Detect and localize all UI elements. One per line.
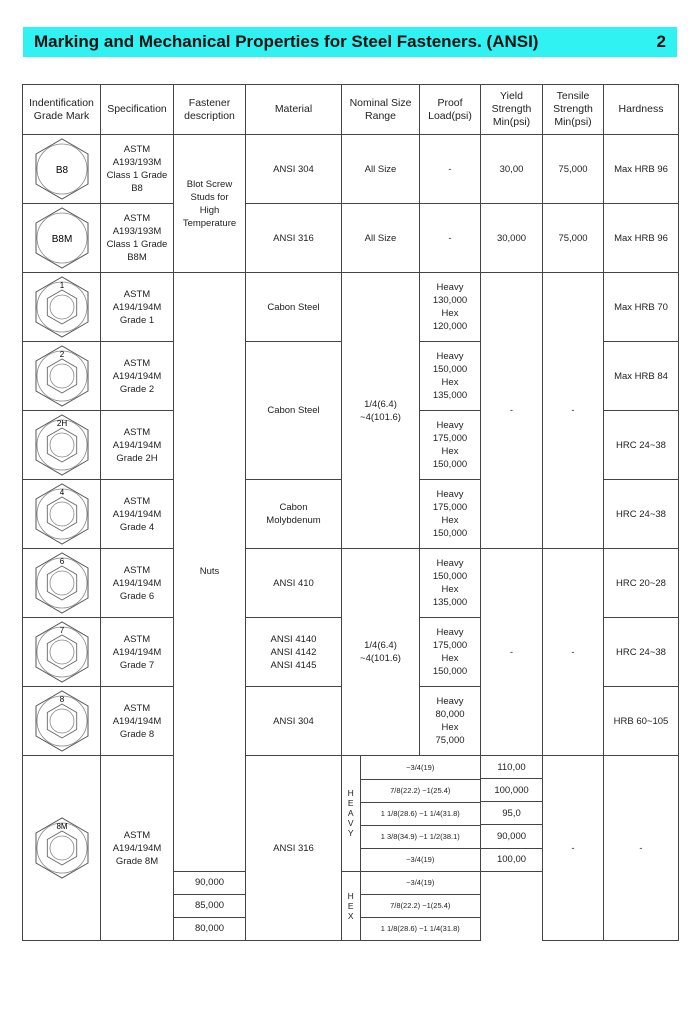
yield-cell: - — [481, 273, 543, 549]
hardness-cell: HRC 24~38 — [604, 411, 679, 480]
grade-mark-label: 8M — [55, 822, 68, 831]
material-cell: ANSI 4140 ANSI 4142 ANSI 4145 — [246, 618, 342, 687]
material-cell: Cabon Steel — [246, 273, 342, 342]
proof-load-cell: Heavy 130,000 Hex 120,000 — [420, 273, 481, 342]
size-cell: 7/8(22.2) ~1(25.4) — [360, 894, 480, 917]
col-header: Nominal Size Range — [342, 85, 420, 135]
bore-circle — [50, 433, 74, 457]
grade-8m-size-block — [342, 756, 481, 941]
grade-mark-cell — [23, 756, 101, 941]
heavy-label — [342, 756, 360, 871]
grade-mark-label: 2H — [56, 419, 67, 428]
heavy-label-text: HEAVY — [347, 788, 354, 839]
hex-nut-icon — [29, 550, 95, 616]
hardness-cell: HRC 24~38 — [604, 618, 679, 687]
hex-label — [342, 871, 360, 940]
hardness-cell: Max HRB 96 — [604, 204, 679, 273]
specification-cell: ASTM A194/194M Grade 2H — [101, 411, 174, 480]
size-range-cell: 1/4(6.4) ~4(101.6) — [342, 549, 420, 756]
col-header: Material — [246, 85, 342, 135]
proof-load-cell: Heavy 175,000 Hex 150,000 — [420, 411, 481, 480]
col-header: Yield Strength Min(psi) — [481, 85, 543, 135]
col-header: Specification — [101, 85, 174, 135]
specification-cell: ASTM A194/194M Grade 6 — [101, 549, 174, 618]
bore-circle — [50, 502, 74, 526]
grade-mark-cell — [23, 342, 101, 411]
col-header: Proof Load(psi) — [420, 85, 481, 135]
grade-mark-cell — [23, 204, 101, 273]
proof-load-cell: - — [420, 204, 481, 273]
header-row — [23, 85, 679, 135]
yield-cell: - — [481, 549, 543, 756]
hex-nut-icon — [29, 274, 95, 340]
proof-load-cell: 80,000 — [174, 917, 246, 940]
hex-nut-icon — [29, 481, 95, 547]
hardness-cell: HRC 20~28 — [604, 549, 679, 618]
proof-load-cell: 100,000 — [481, 779, 543, 802]
grade-mark-label: 1 — [59, 281, 64, 290]
size-cell: 1 1/8(28.6) ~1 1/4(31.8) — [360, 917, 480, 940]
specification-cell: ASTM A194/194M Grade 8 — [101, 687, 174, 756]
hardness-cell: HRB 60~105 — [604, 687, 679, 756]
material-cell: ANSI 304 — [246, 135, 342, 204]
bore-circle — [50, 709, 74, 733]
table-row — [23, 135, 679, 204]
specification-cell: ASTM A194/194M Grade 1 — [101, 273, 174, 342]
col-header: Hardness — [604, 85, 679, 135]
grade-mark-label: 6 — [59, 557, 64, 566]
page-title: Marking and Mechanical Properties for Steel Fasteners. (ANSI) — [34, 32, 539, 51]
specification-cell: ASTM A194/194M Grade 2 — [101, 342, 174, 411]
hardness-cell: Max HRB 70 — [604, 273, 679, 342]
table-row — [23, 273, 679, 342]
yield-cell: - — [543, 756, 604, 941]
size-cell: 1 1/8(28.6) ~1 1/4(31.8) — [360, 802, 480, 825]
size-cell: 7/8(22.2) ~1(25.4) — [360, 779, 480, 802]
grade-mark-cell — [23, 687, 101, 756]
proof-load-cell: 90,000 — [174, 871, 246, 894]
specification-cell: ASTM A194/194M Grade 4 — [101, 480, 174, 549]
material-cell: ANSI 316 — [246, 204, 342, 273]
tensile-cell: - — [543, 549, 604, 756]
proof-load-cell: - — [420, 135, 481, 204]
grade-mark-cell — [23, 549, 101, 618]
size-cell: All Size — [342, 135, 420, 204]
grade-mark-label: 2 — [59, 350, 64, 359]
grade-mark-label: 7 — [59, 626, 64, 635]
grade-mark-cell — [23, 411, 101, 480]
yield-cell: 30,00 — [481, 135, 543, 204]
hardness-cell: Max HRB 96 — [604, 135, 679, 204]
page-number: 2 — [656, 32, 666, 51]
grade-mark-cell — [23, 480, 101, 549]
material-cell: ANSI 410 — [246, 549, 342, 618]
hex-nut-icon — [29, 619, 95, 685]
title-banner — [23, 27, 677, 57]
bore-circle — [50, 295, 74, 319]
grade-mark-label: 4 — [59, 488, 64, 497]
col-header: Fastener description — [174, 85, 246, 135]
proof-load-cell: 85,000 — [174, 894, 246, 917]
table-row — [23, 204, 679, 273]
hex-nut-icon — [29, 815, 95, 881]
size-cell: 1 3/8(34.9) ~1 1/2(38.1) — [360, 825, 480, 848]
grade-mark-cell — [23, 135, 101, 204]
proof-load-cell: Heavy 150,000 Hex 135,000 — [420, 342, 481, 411]
specification-cell: ASTM A194/194M Grade 7 — [101, 618, 174, 687]
bore-circle — [50, 364, 74, 388]
material-cell: Cabon Molybdenum — [246, 480, 342, 549]
specification-cell: ASTM A194/194M Grade 8M — [101, 756, 174, 941]
yield-cell: 30,000 — [481, 204, 543, 273]
grade-8m-size-table — [342, 756, 480, 940]
fastener-properties-table — [22, 84, 679, 941]
material-cell: ANSI 316 — [246, 756, 342, 941]
size-cell: ~3/4(19) — [360, 871, 480, 894]
material-cell: ANSI 304 — [246, 687, 342, 756]
bore-circle — [50, 836, 74, 860]
tensile-cell: 75,000 — [543, 135, 604, 204]
grade-mark-label: B8M — [51, 234, 72, 245]
bore-circle — [50, 571, 74, 595]
proof-load-cell: Heavy 80,000 Hex 75,000 — [420, 687, 481, 756]
description-cell: Blot Screw Studs for High Temperature — [174, 135, 246, 273]
tensile-cell: - — [604, 756, 679, 941]
bore-circle — [50, 640, 74, 664]
col-header: Indentification Grade Mark — [23, 85, 101, 135]
col-header: Tensile Strength Min(psi) — [543, 85, 604, 135]
table-row — [23, 549, 679, 618]
proof-load-cell: 90,000 — [481, 825, 543, 848]
hardness-cell: HRC 24~38 — [604, 480, 679, 549]
hex-nut-icon — [29, 343, 95, 409]
proof-load-cell: 95,0 — [481, 802, 543, 825]
proof-load-cell: Heavy 150,000 Hex 135,000 — [420, 549, 481, 618]
grade-mark-label: 8 — [59, 695, 64, 704]
proof-load-cell: Heavy 175,000 Hex 150,000 — [420, 618, 481, 687]
hex-bolt-icon — [29, 136, 95, 202]
material-cell: Cabon Steel — [246, 342, 342, 480]
proof-load-cell: Heavy 175,000 Hex 150,000 — [420, 480, 481, 549]
size-cell: ~3/4(19) — [360, 756, 480, 779]
size-cell: All Size — [342, 204, 420, 273]
specification-cell: ASTM A193/193M Class 1 Grade B8 — [101, 135, 174, 204]
description-cell: Nuts — [174, 273, 246, 872]
size-cell: ~3/4(19) — [360, 848, 480, 871]
hex-bolt-icon — [29, 205, 95, 271]
hex-label-text: HEX — [347, 890, 354, 921]
specification-cell: ASTM A193/193M Class 1 Grade B8M — [101, 204, 174, 273]
grade-mark-cell — [23, 273, 101, 342]
hex-nut-icon — [29, 412, 95, 478]
size-range-cell: 1/4(6.4) ~4(101.6) — [342, 273, 420, 549]
tensile-cell: 75,000 — [543, 204, 604, 273]
proof-load-cell: 110,00 — [481, 756, 543, 779]
hardness-cell: Max HRB 84 — [604, 342, 679, 411]
hex-nut-icon — [29, 688, 95, 754]
proof-load-cell: 100,00 — [481, 848, 543, 871]
grade-mark-cell — [23, 618, 101, 687]
table-row — [23, 756, 679, 779]
tensile-cell: - — [543, 273, 604, 549]
grade-mark-label: B8 — [55, 165, 68, 176]
